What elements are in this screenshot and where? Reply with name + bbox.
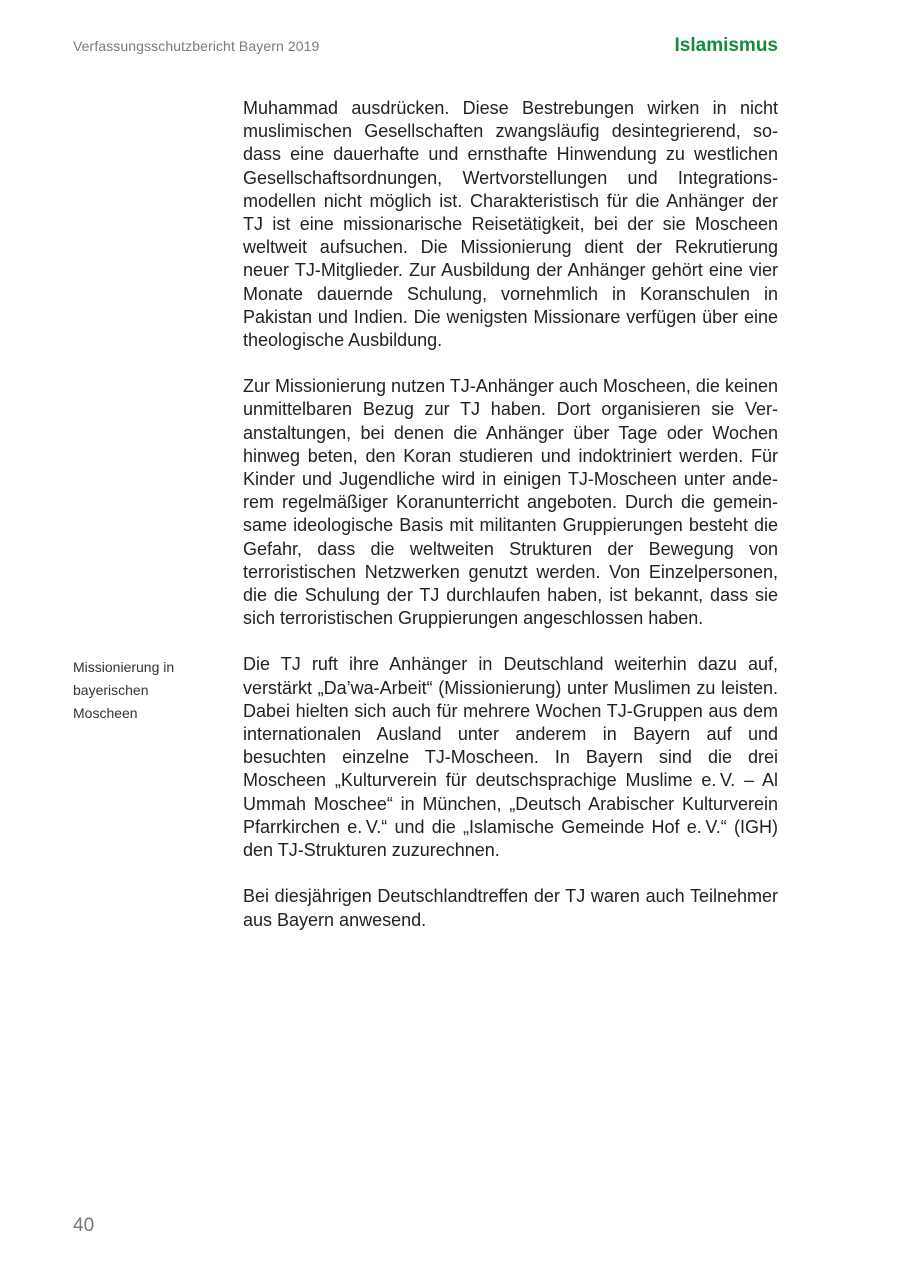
body-paragraph: Die TJ ruft ihre Anhänger in Deutschland weiterhin dazu auf, verstärkt „Da’wa-Arbeit“ (Missionierung) unter Muslimen zu leisten. Dabei hielten sich auch für mehrere Wochen TJ-Gruppen aus dem internationalen Ausland unter anderem in Bayern auf und besuchten einzelne TJ-Moscheen. In Bayern sind die drei Moscheen „Kulturverein für deutschsprachige Muslime e. V. – Al Ummah Moschee“ in München, „Deutsch Arabischer Kulturverein Pfarrkirchen e. V.“ und die „Islamische Gemeinde Hof e. V.“ (IGH) den TJ-Strukturen zuzurechnen. [243, 654, 778, 861]
running-title: Verfassungsschutzbericht Bayern 2019 [73, 38, 320, 54]
margin-note: Missionierung in bayerischen Moscheen [73, 659, 175, 721]
body-paragraph: Bei diesjährigen Deutschlandtreffen der TJ waren auch Teilnehmer aus Bayern anwesend. [243, 886, 778, 930]
body-paragraph: Muhammad ausdrücken. Diese Bestrebungen wirken in nicht muslimischen Gesellschaften zwangsläufig desintegrierend, sodass eine dauerhafte und ernsthafte Hinwendung zu westlichen Gesellschaftsordnungen, Wertvorstellungen und Integrationsmodellen nicht möglich ist. Charakteristisch für die Anhänger der TJ ist eine missionarische Reisetätigkeit, bei der sie Moscheen weltweit aufsuchen. Die Missionierung dient der Rekrutierung neuer TJ-Mitglieder. Zur Ausbildung der Anhänger gehört eine vier Monate dauernde Schulung, vornehmlich in Koranschulen in Pakistan und Indien. Die wenigsten Missionare verfügen über eine theologische Ausbildung. [243, 98, 778, 351]
body-paragraph: Zur Missionierung nutzen TJ-Anhänger auch Moscheen, die keinen unmittelbaren Bezug zur TJ haben. Dort organisieren sie Veranstaltungen, bei denen die Anhänger über Tage oder Wochen hinweg beten, den Koran studieren und indoktriniert werden. Für Kinder und Jugendliche wird in einigen TJ-Moscheen unter anderem regelmäßiger Koranunterricht angeboten. Durch die gemeinsame ideologische Basis mit militanten Gruppierungen besteht die Gefahr, dass die weltweiten Strukturen der Bewegung von terroristischen Netzwerken genutzt werden. Von Einzelpersonen, die die Schulung der TJ durchlaufen haben, ist bekannt, dass sie sich terroristischen Gruppierungen angeschlossen haben. [243, 376, 778, 629]
main-text-column [243, 97, 778, 932]
section-title: Islamismus [674, 35, 778, 56]
page-number: 40 [73, 1215, 95, 1236]
